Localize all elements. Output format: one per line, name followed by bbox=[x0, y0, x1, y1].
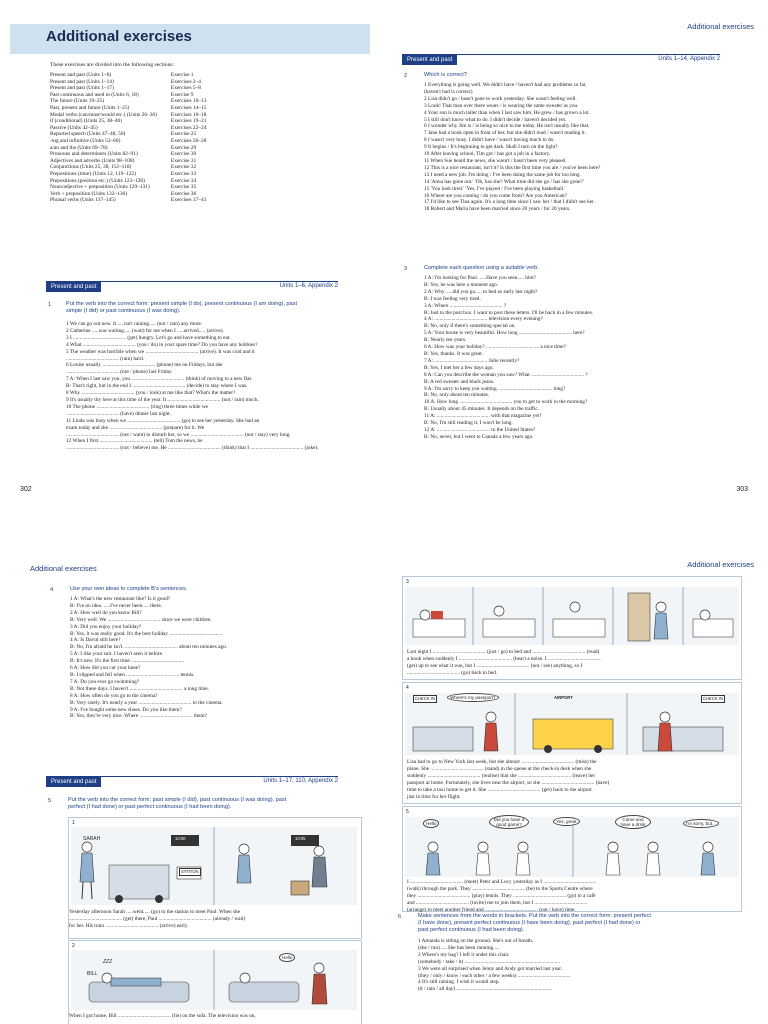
text-line: 14 'Anna has gone out.' 'Oh, has she? What time did she go / has she gone?' bbox=[424, 178, 584, 185]
check-in-sign: CHECK IN bbox=[703, 696, 724, 701]
text-line: 3 We were all surprised when Jenny and Andy got married last year. bbox=[418, 965, 563, 972]
clock-display: 10:00 bbox=[175, 836, 186, 841]
text-line: 5 The weather was horrible when we ........................................ (arrive). It was cold and it bbox=[66, 348, 255, 355]
instruction-line: past perfect continuous (I had been doing). bbox=[418, 927, 525, 934]
contents-row bbox=[50, 105, 206, 112]
exercise-instructions bbox=[66, 301, 297, 315]
picture-panel-4 bbox=[402, 682, 742, 804]
text-line: ........................................ (not / want) to disturb her, so we ........................................ (not / stay) very long. bbox=[66, 431, 291, 438]
text-line: 9 It's usually dry here at this time of the year. It ........................................ (not / rain) much. bbox=[66, 396, 259, 403]
text-line: 1 Amanda is sitting on the ground. She's out of breath. bbox=[418, 938, 534, 944]
panel-5-text bbox=[407, 879, 741, 914]
section-units: Units 1–17, 110, Appendix 2 bbox=[263, 778, 338, 784]
text-line: ........................................ (not / believe) me. He ........................................ (think) that I ........................................ (joke). bbox=[66, 445, 319, 452]
contents-row bbox=[50, 151, 206, 158]
text-line: B: Yes, he was here a moment ago. bbox=[424, 281, 499, 288]
speech-bubble: Yes, great bbox=[553, 817, 580, 826]
text-line: 13 I need a new job. I'm doing / I've been doing the same job for too long. bbox=[424, 171, 581, 178]
exercise-1-lines bbox=[66, 321, 372, 452]
panel-number: 1 bbox=[72, 820, 75, 826]
text-line: 2 A: Why .....did you go..... to bed so early last night? bbox=[424, 288, 538, 295]
page-304 bbox=[0, 512, 384, 1024]
contents-section: Phrasal verbs (Units 137–145) bbox=[50, 197, 116, 204]
text-line: 4 A: ........................................ television every evening? bbox=[424, 316, 543, 323]
text-line: (they / only / know / each other / a few weeks) ........................................ bbox=[418, 972, 571, 979]
picture-panel-3 bbox=[402, 576, 742, 680]
speech-bubble: I'm sorry, but... bbox=[683, 819, 719, 828]
text-line: B: Yes, it was really good. It's the best holiday ........................................ bbox=[70, 630, 223, 637]
panel-3-text bbox=[407, 649, 741, 677]
text-line: passport at home. Fortunately, she lives near the airport, so she ........................................ (have) bbox=[407, 780, 610, 786]
picture-panel-2 bbox=[68, 940, 362, 1024]
contents-exercises: Exercise 36 bbox=[170, 190, 197, 197]
contents-section: Verb + preposition (Units 132–136) bbox=[50, 190, 128, 197]
text-line: 15 'You look tired.' 'Yes, I've played / I've been playing basketball.' bbox=[424, 185, 566, 192]
text-line: B: Usually about 45 minutes. It depends on the traffic. bbox=[424, 406, 540, 413]
text-line: 3 A: Did you enjoy your holiday? bbox=[70, 623, 142, 630]
picture-panel-1 bbox=[68, 817, 362, 939]
text-line: 12 A: ........................................ to the United States? bbox=[424, 426, 536, 433]
instruction-line: (I have done), present perfect continuous (I have been doing), past perfect (I had done) or bbox=[418, 920, 641, 927]
section-label: Present and past bbox=[46, 777, 101, 787]
text-line: 9 It begins / It's beginning to get dark. Shall I turn on the light? bbox=[424, 144, 558, 151]
contents-exercises: Exercise 35 bbox=[170, 184, 197, 191]
text-line: 12 When I first ........................................ (tell) Tom the news, he bbox=[66, 438, 203, 445]
text-line: time to take a taxi home to get it. She ........................................ (get) back to the airport bbox=[407, 787, 592, 793]
text-line: 7 A: ........................................ Julie recently? bbox=[424, 357, 520, 364]
text-line: Last night I ........................................ (just / go) to bed and ........................................ (read) bbox=[407, 649, 600, 655]
contents-table bbox=[50, 72, 206, 204]
text-line: B: It's new. It's the first time ........................................ bbox=[70, 658, 184, 665]
text-line: ........................................ (go) back to bed. bbox=[407, 670, 498, 676]
contents-section: The future (Units 19–25) bbox=[50, 98, 105, 105]
contents-row bbox=[50, 131, 206, 138]
text-line: 2 Where's my bag? I left it under this chair. bbox=[418, 951, 510, 958]
panel-4-text bbox=[407, 759, 741, 801]
contents-exercises: Exercise 9 bbox=[170, 91, 194, 98]
section-label: Present and past bbox=[46, 282, 101, 292]
running-header: Additional exercises bbox=[687, 560, 754, 569]
contents-exercises: Exercise 25 bbox=[170, 131, 197, 138]
speech-bubble: Where's my passport? bbox=[447, 693, 499, 702]
sofa-illustration bbox=[69, 950, 359, 1010]
contents-exercises: Exercises 14–15 bbox=[170, 104, 207, 111]
text-line: When I got home, Bill ........................................ (lie) on the sofa. The television was on, bbox=[69, 1013, 256, 1019]
text-line: 17 I'd like to see Tina again. It's a long time since I saw her / that I didn't see her. bbox=[424, 199, 595, 206]
text-line: 18 Robert and Maria have been married since 20 years / for 20 years. bbox=[424, 206, 571, 213]
exercise-number: 4 bbox=[50, 587, 54, 593]
section-label: Present and past bbox=[402, 55, 457, 65]
speech-bubble: Hello bbox=[423, 819, 439, 828]
contents-row bbox=[50, 72, 206, 79]
exercise-number: 6 bbox=[398, 914, 402, 920]
exercise-6-lines bbox=[418, 938, 754, 993]
section-bar bbox=[46, 281, 338, 292]
text-line: 9 A: I've bought some new shoes. Do you like them? bbox=[70, 706, 182, 713]
text-line: (walk) through the park. They ........................................ (be) to the Sports Centre where bbox=[407, 886, 593, 892]
exercise-instructions: Use your own ideas to complete B's sentences. bbox=[70, 586, 188, 592]
contents-section: Past, present and future (Units 1–25) bbox=[50, 104, 130, 111]
text-line: 2 Catherine .....was waiting..... (wait) for me when I .....arrived..... (arrive). bbox=[66, 327, 224, 334]
text-line: B: Nearly ten years. bbox=[424, 337, 467, 344]
intro-text: These exercises are divided into the following sections: bbox=[50, 62, 175, 68]
contents-exercises: Exercise 29 bbox=[170, 144, 197, 151]
instruction-line: Put the verb into the correct form: present simple (I do), present continuous (I am doing), past bbox=[66, 301, 298, 307]
contents-row bbox=[50, 118, 206, 125]
bedroom-illustration bbox=[403, 587, 739, 645]
text-line: 5 A: Your house is very beautiful. How long ........................................ here? bbox=[424, 330, 585, 337]
text-line: 1 Everything is going well. We didn't have / haven't had any problems so far. bbox=[424, 82, 587, 88]
text-line: 8 A: How often do you go to the cinema? bbox=[70, 692, 158, 699]
contents-section: Past continuous and used to (Units 6, 18) bbox=[50, 91, 139, 98]
exercise-number: 3 bbox=[404, 266, 408, 272]
contents-section: Modal verbs (can/must/would etc.) (Units 26–36) bbox=[50, 111, 157, 118]
contents-exercises: Exercises 19–21 bbox=[170, 118, 207, 125]
text-line: B: Yes, I met her a few days ago. bbox=[424, 364, 494, 371]
running-header: Additional exercises bbox=[30, 564, 97, 573]
text-line: 6 I wonder why Jim is / is being so nice to me today. He isn't usually like that. bbox=[424, 123, 590, 130]
text-line: Lisa had to go to New York last week, but she almost ........................................ (miss) the bbox=[407, 759, 597, 765]
contents-section: -ing and infinitive (Units 53–66) bbox=[50, 137, 121, 144]
text-line: B: A red sweater and black jeans. bbox=[424, 378, 495, 385]
instruction-line: Put the verb into the correct form: past simple (I did), past continuous (I was doing), past bbox=[68, 797, 287, 803]
exercise-instructions bbox=[418, 913, 651, 935]
text-line: 7 A: Do you ever go swimming? bbox=[70, 678, 140, 685]
text-line: B: Yes, they're very nice. Where ........................................ them? bbox=[70, 713, 207, 720]
text-line: 8 Why ........................................ (you / look) at me like that? What's the matter? bbox=[66, 390, 236, 397]
text-line: 16 Where are you coming / do you come from? Are you American? bbox=[424, 192, 567, 199]
contents-section: Noun/adjective + preposition (Units 129–131) bbox=[50, 184, 150, 191]
text-line: B: Not these days. I haven't ........................................ a long time. bbox=[70, 685, 210, 692]
contents-exercises: Exercise 32 bbox=[170, 164, 197, 171]
text-line: B: Very rarely. It's nearly a year ........................................ to the cinema. bbox=[70, 699, 223, 706]
contents-exercises: Exercise 33 bbox=[170, 170, 197, 177]
snore-text: ZZZ bbox=[103, 959, 113, 965]
airport-illustration bbox=[403, 693, 739, 755]
contents-exercises: Exercises 16–18 bbox=[170, 111, 207, 118]
text-line: (she / run) .....She has been running..... bbox=[418, 944, 500, 951]
text-line: a book when suddenly I ........................................ (hear) a noise. I ........................................ bbox=[407, 656, 601, 662]
text-line: they ........................................ (play) tennis. They ........................................ (go) to a café bbox=[407, 893, 596, 899]
exercise-number: 2 bbox=[404, 73, 408, 79]
text-line: 6 A: How did you cut your knee? bbox=[70, 665, 141, 672]
text-line: B: Yes, thanks. It was great. bbox=[424, 350, 483, 357]
station-sign: STATION bbox=[181, 869, 199, 874]
page-title: Additional exercises bbox=[46, 28, 192, 45]
contents-exercises: Exercises 2–4 bbox=[170, 78, 201, 85]
speech-bubble: Did you have a good game? bbox=[489, 815, 529, 829]
text-line: plane. She ........................................ (stand) in the queue at the check-in desk when she bbox=[407, 766, 592, 772]
text-line: (arrange) to meet another friend and ........................................ (not / have) time. bbox=[407, 907, 576, 913]
character-label: SARAH bbox=[83, 836, 101, 842]
text-line: 2 A: How well do you know Bill? bbox=[70, 609, 142, 616]
text-line: B: That's right, but in the end I ........................................ (decide) to stay where I was. bbox=[66, 383, 248, 390]
text-line: B: I was feeling very tired. bbox=[424, 295, 481, 302]
panel-number: 5 bbox=[406, 809, 409, 815]
text-line: 11 Linda was busy when we ........................................ (go) to see her yesterday. She had an bbox=[66, 417, 260, 424]
text-line: ........................................ (have) dinner last night. bbox=[66, 410, 171, 417]
exercise-3-lines bbox=[424, 275, 760, 441]
exercise-number: 1 bbox=[48, 302, 52, 308]
speech-bubble: Come and have a drink bbox=[615, 815, 651, 829]
text-line: B: No, never, but I went to Canada a few years ago. bbox=[424, 433, 534, 440]
text-line: 4 It's still raining. I wish it would stop. bbox=[418, 979, 500, 986]
page-305 bbox=[384, 512, 768, 1024]
text-line: B: Very well. We ........................................ since we were children. bbox=[70, 616, 212, 623]
text-line: B: I slipped and fell when ........................................ tennis. bbox=[70, 671, 195, 678]
text-line: 1 A: I'm looking for Paul. .....Have you seen..... him? bbox=[424, 275, 536, 281]
text-line: 11 When Sue heard the news, she wasn't / hasn't been very pleased. bbox=[424, 157, 567, 164]
contents-row bbox=[50, 184, 206, 191]
contents-exercises: Exercise 31 bbox=[170, 157, 197, 164]
text-line: exam today and she ........................................ (prepare) for it. We bbox=[66, 424, 205, 431]
contents-exercises: Exercises 26–28 bbox=[170, 137, 207, 144]
text-line: 6 Louise usually ........................................ (phone) me on Fridays, but she bbox=[66, 362, 223, 369]
text-line: 3 Look! That man over there wears / is wearing the same sweater as you. bbox=[424, 102, 579, 109]
exercise-2-lines bbox=[424, 82, 760, 213]
contents-section: if (conditional) (Units 25, 38–40) bbox=[50, 118, 123, 125]
contents-section: a/an and the (Units 69–78) bbox=[50, 144, 108, 151]
section-bar bbox=[402, 54, 720, 65]
contents-section: Prepositions (time) (Units 12, 119–122) bbox=[50, 170, 136, 177]
contents-row bbox=[50, 85, 206, 92]
text-line: 3 A: Where ........................................ ? bbox=[424, 302, 507, 309]
text-line: 4 Your son is much taller than when I last saw him. He grew / has grown a lot. bbox=[424, 109, 590, 116]
text-line: B: Just to the post box. I want to post these letters. I'll be back in a few minutes. bbox=[424, 309, 594, 316]
exercise-number: 5 bbox=[48, 798, 52, 804]
instruction-line: perfect (I had done) or past perfect continuous (I had been doing). bbox=[68, 804, 232, 811]
text-line: 6 A: How was your holiday? ........................................ a nice time? bbox=[424, 344, 566, 351]
panel-1-text bbox=[69, 909, 361, 930]
page-number: 303 bbox=[736, 486, 748, 493]
text-line: I ........................................ (meet) Peter and Lucy yesterday as I ........................................ bbox=[407, 879, 597, 885]
contents-row bbox=[50, 98, 206, 105]
text-line: (get) up to see what it was, but I ........................................ (not / see) anything, so I bbox=[407, 663, 583, 669]
text-line: 5 I still don't know what to do. I didn't decide / haven't decided yet. bbox=[424, 116, 567, 123]
contents-exercises: Exercise 34 bbox=[170, 177, 197, 184]
text-line: for her. His train ........................................ (arrive) early. bbox=[69, 923, 189, 929]
text-line: 8 I wasn't very busy. I didn't have / wasn't having much to do. bbox=[424, 137, 555, 144]
contents-exercises: Exercises 22–24 bbox=[170, 124, 207, 131]
clock-display: 10:05 bbox=[295, 836, 306, 841]
text-line: 12 This is a nice restaurant, isn't it? Is this the first time you are / you've been here? bbox=[424, 164, 601, 171]
text-line: 5 A: I like your suit. I haven't seen it before. bbox=[70, 651, 164, 658]
contents-section: Present and past (Units 1–17) bbox=[50, 85, 114, 92]
character-label: BILL bbox=[87, 971, 98, 977]
text-line: 10 After leaving school, Tim got / has got a job in a factory. bbox=[424, 151, 551, 158]
airport-sign: AIRPORT bbox=[554, 695, 573, 700]
picture-panel-5 bbox=[402, 806, 742, 912]
text-line: just in time for her flight. bbox=[407, 794, 461, 800]
text-line: 9 A: I'm sorry to keep you waiting. ........................................ long? bbox=[424, 385, 566, 392]
text-line: 4 A: Is David still here? bbox=[70, 637, 121, 644]
text-line: 7 A: When I last saw you, you ........................................ (think) of moving to a new flat. bbox=[66, 376, 253, 383]
panel-number: 3 bbox=[406, 579, 409, 585]
contents-section: Passive (Units 42–45) bbox=[50, 124, 98, 131]
contents-section: Prepositions (position etc.) (Units 123–128) bbox=[50, 177, 145, 184]
text-line: suddenly ........................................ (realise) that she ........................................ (leave) her bbox=[407, 773, 596, 779]
panel-2-text bbox=[69, 1013, 361, 1020]
contents-section: Pronouns and determiners (Units 82–91) bbox=[50, 151, 138, 158]
section-units: Units 1–6, Appendix 2 bbox=[279, 283, 338, 289]
contents-section: Reported speech (Units 47–48, 50) bbox=[50, 131, 126, 138]
text-line: 7 Jane had a book open in front of her, but she didn't read / wasn't reading it. bbox=[424, 130, 586, 137]
contents-row bbox=[50, 197, 206, 204]
text-line: 10 A: How long ........................................ you to get to work in the morning? bbox=[424, 399, 588, 406]
exercise-4-lines bbox=[70, 596, 370, 720]
contents-exercises: Exercise 1 bbox=[170, 72, 194, 78]
text-line: (haven't had is correct) bbox=[424, 88, 473, 95]
running-header: Additional exercises bbox=[687, 22, 754, 31]
page-302 bbox=[0, 0, 384, 512]
contents-section: Adjectives and adverbs (Units 98–108) bbox=[50, 157, 135, 164]
text-line: 2 Lisa didn't go / hasn't gone to work yesterday. She wasn't feeling well. bbox=[424, 95, 577, 102]
contents-section: Present and past (Units 1–14) bbox=[50, 78, 114, 85]
text-line: ........................................ (get) there, Paul ........................................ (already / wait) bbox=[69, 916, 246, 922]
text-line: B: I've no idea. .....I've never been..... there. bbox=[70, 602, 163, 609]
section-bar bbox=[46, 776, 338, 787]
contents-row bbox=[50, 171, 206, 178]
text-line: B: No, I'm still reading it. I won't be long. bbox=[424, 420, 513, 427]
text-line: 1 A: What's the new restaurant like? Is it good? bbox=[70, 596, 171, 602]
contents-exercises: Exercise 30 bbox=[170, 151, 197, 158]
text-line: 4 What ........................................ (you / do) in your spare time? Do you have any hobbies? bbox=[66, 341, 258, 348]
instruction-line: simple (I did) or past continuous (I was doing). bbox=[66, 308, 181, 315]
text-line: ........................................ (rain) hard. bbox=[66, 355, 145, 362]
exercise-instructions bbox=[68, 797, 286, 811]
contents-exercises: Exercises 5–8 bbox=[170, 85, 201, 92]
contents-row bbox=[50, 164, 206, 171]
text-line: Yesterday afternoon Sarah .....went..... (go) to the station to meet Paul. When she bbox=[69, 909, 241, 915]
text-line: 10 The phone ........................................ (ring) three times while we bbox=[66, 403, 209, 410]
panel-number: 2 bbox=[72, 943, 75, 949]
contents-exercises: Exercises 10–13 bbox=[170, 98, 207, 105]
instruction-line: Make sentences from the words in brackets. Put the verb into the correct form: present perfect bbox=[418, 913, 651, 919]
contents-exercises: Exercises 37–41 bbox=[170, 197, 207, 204]
text-line: 11 A: ........................................ with that magazine yet? bbox=[424, 413, 542, 420]
exercise-instructions: Which is correct? bbox=[424, 72, 467, 78]
speech-bubble: Hello bbox=[279, 953, 295, 962]
text-line: 3 I ........................................ (get) hungry. Let's go and have something to eat. bbox=[66, 334, 231, 341]
exercise-instructions: Complete each question using a suitable verb. bbox=[424, 265, 539, 271]
text-line: (it / rain / all day) ........................................................................ bbox=[418, 986, 552, 993]
contents-row bbox=[50, 138, 206, 145]
text-line: and ........................................ (invite) me to join them, but I ........................................ bbox=[407, 900, 588, 906]
section-units: Units 1–14, Appendix 2 bbox=[658, 56, 720, 62]
panel-number: 4 bbox=[406, 685, 409, 691]
text-line: 1 We can go out now. It .....isn't raining..... (not / rain) any more. bbox=[66, 321, 203, 327]
text-line: B: No, I'm afraid he isn't. ........................................ about ten minutes ago. bbox=[70, 644, 228, 651]
page-303 bbox=[384, 0, 768, 512]
text-line: B: No, only if there's something special on. bbox=[424, 323, 516, 330]
check-in-sign: CHECK IN bbox=[415, 696, 436, 701]
station-illustration bbox=[69, 827, 359, 905]
text-line: B: No, only about ten minutes. bbox=[424, 392, 490, 399]
text-line: 8 A: Can you describe the woman you saw? What ........................................ ? bbox=[424, 371, 588, 378]
contents-section: Present and past (Units 1–6) bbox=[50, 72, 112, 78]
text-line: (somebody / take / it) ........................................................................ bbox=[418, 958, 560, 965]
page-number: 302 bbox=[20, 486, 32, 493]
text-line: ........................................ (not / phone) last Friday. bbox=[66, 369, 173, 376]
contents-section: Conjunctions (Units 25, 38, 112–118) bbox=[50, 164, 132, 171]
